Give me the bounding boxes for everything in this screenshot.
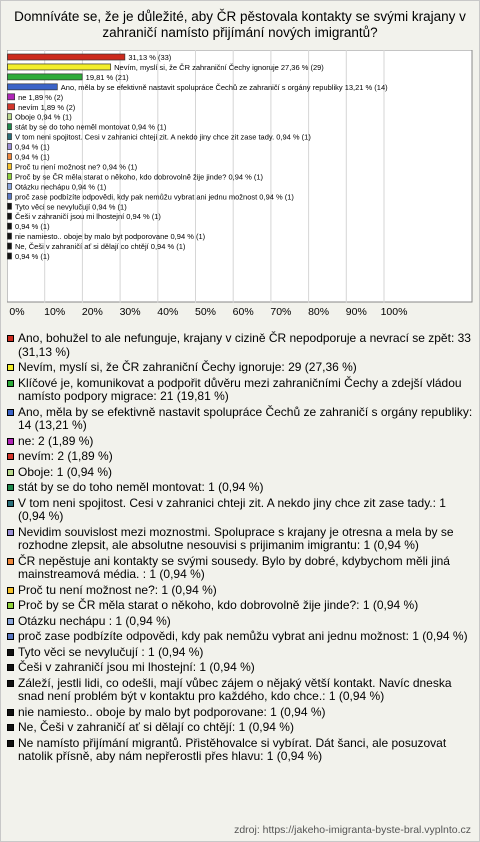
legend-swatch bbox=[7, 740, 14, 747]
bar-label-11: 0,94 % (1) bbox=[15, 152, 50, 162]
legend-text: Záleží, jestli lidi, co odešli, mají vůbec zájem o nějaký větší kontakt. Navíc dneska snad není problém být v kontaktu pro každého, kdo chce.: 1 (0,94 %) bbox=[18, 675, 452, 703]
legend-swatch bbox=[7, 364, 14, 371]
bar-label-7: Oboje 0,94 % (1) bbox=[15, 112, 72, 122]
legend-text: nie namiesto.. oboje by malo byt podporovane: 1 (0,94 %) bbox=[18, 704, 326, 719]
bar-8 bbox=[8, 124, 12, 130]
legend-swatch bbox=[7, 335, 14, 342]
x-tick-label: 100% bbox=[380, 306, 408, 318]
bar-18 bbox=[8, 223, 12, 229]
bar-label-16: Tyto věci se nevylučují 0,94 % (1) bbox=[15, 202, 127, 212]
x-tick-label: 20% bbox=[81, 306, 103, 318]
bar-5 bbox=[8, 94, 15, 100]
bar-3 bbox=[8, 74, 83, 80]
bar-17 bbox=[8, 213, 12, 219]
legend-item-14 bbox=[7, 615, 473, 629]
x-tick-label: 50% bbox=[194, 306, 217, 318]
legend bbox=[7, 332, 473, 766]
bar-11 bbox=[8, 154, 12, 160]
x-tick-label: 80% bbox=[308, 306, 330, 318]
bar-label-13: Proč by se ČR měla starat o někoho, kdo dobrovolně žije jinde? 0,94 % (1) bbox=[15, 172, 264, 182]
bar-12 bbox=[8, 163, 12, 169]
legend-text: V tom neni spojitost. Cesi v zahranici chteji zit. A nekdo jiny chce zit zase tady.: 1 (0,94 %) bbox=[18, 495, 446, 523]
legend-item-19 bbox=[7, 706, 473, 720]
legend-swatch bbox=[7, 453, 14, 460]
legend-swatch bbox=[7, 633, 14, 640]
bar-label-1: 31,13 % (33) bbox=[128, 53, 172, 62]
legend-text: nevím: 2 (1,89 %) bbox=[18, 449, 113, 463]
legend-text: Ne namísto přijímání migrantů. Přistěhovalce si vybírat. Dát šanci, ale posuzovat natolik přísně, aby nám nepřerostli přes hlavu: 1 (0,94 %) bbox=[18, 735, 447, 763]
x-tick-label: 70% bbox=[270, 306, 292, 318]
legend-swatch bbox=[7, 500, 14, 507]
legend-text: stát by se do toho neměl montovat: 1 (0,94 %) bbox=[18, 480, 264, 494]
legend-item-8 bbox=[7, 481, 473, 495]
legend-swatch bbox=[7, 602, 14, 609]
legend-item-16 bbox=[7, 646, 473, 660]
legend-swatch bbox=[7, 529, 14, 536]
legend-item-10 bbox=[7, 526, 473, 553]
bar-6 bbox=[8, 104, 15, 110]
x-tick-label: 60% bbox=[232, 306, 254, 318]
bar-label-15: proč zase podbízíte odpovědi, kdy pak nemůžu vybrat ani jednu možnost 0,94 % (1) bbox=[15, 192, 294, 202]
x-tick-label: 10% bbox=[44, 306, 66, 318]
bar-13 bbox=[8, 173, 12, 179]
bar-20 bbox=[8, 243, 12, 249]
bar-2 bbox=[8, 64, 111, 70]
legend-swatch bbox=[7, 664, 14, 671]
legend-item-18 bbox=[7, 677, 473, 704]
bar-label-2: Nevím, myslí si, že ČR zahraniční Čechy ignoruje 27,36 % (29) bbox=[114, 62, 324, 72]
legend-item-7 bbox=[7, 466, 473, 480]
legend-swatch bbox=[7, 380, 14, 387]
x-axis bbox=[1, 306, 480, 322]
legend-swatch bbox=[7, 618, 14, 625]
legend-text: Ne, Češi v zahraničí ať si dělají co chtějí: 1 (0,94 %) bbox=[18, 720, 294, 734]
x-tick-label: 90% bbox=[345, 306, 367, 318]
legend-text: Otázku nechápu : 1 (0,94 %) bbox=[18, 613, 171, 628]
source-note: zdroj: https://jakeho-imigranta-byste-bral.vyplnto.cz bbox=[234, 824, 471, 836]
legend-text: Nevím, myslí si, že ČR zahraniční Čechy ignoruje: 29 (27,36 %) bbox=[18, 360, 357, 374]
bar-label-8: stát by se do toho neměl montovat 0,94 % (1) bbox=[15, 122, 167, 132]
bar-label-3: 19,81 % (21) bbox=[85, 72, 129, 82]
legend-text: Ano, bohužel to ale nefunguje, krajany v cizině ČR nepodporuje a nevrací se zpět: 33 (31,13 %) bbox=[18, 331, 471, 359]
legend-text: ČR nepěstuje ani kontakty se svými sousedy. Bylo by dobré, kdybychom měli jiná mainstreamová média. : 1 (0,94 %) bbox=[18, 553, 450, 581]
legend-item-11 bbox=[7, 555, 473, 582]
legend-swatch bbox=[7, 680, 14, 687]
bar-label-9: V tom neni spojitost. Cesi v zahranici chteji zit. A nekdo jiny chce zit zase tady. 0,94 % (1) bbox=[15, 132, 311, 142]
bar-7 bbox=[8, 114, 12, 120]
legend-item-3 bbox=[7, 377, 473, 404]
bar-15 bbox=[8, 193, 12, 199]
legend-swatch bbox=[7, 709, 14, 716]
legend-text: Klíčové je, komunikovat a podpořit důvěru mezi zahraničními Čechy a zdejší vládou namísto podpory migrace: 21 (19,81 %) bbox=[18, 375, 462, 403]
legend-item-17 bbox=[7, 661, 473, 675]
bar-4 bbox=[8, 84, 58, 90]
legend-item-2 bbox=[7, 361, 473, 375]
legend-swatch bbox=[7, 558, 14, 565]
bar-label-12: Proč tu není možnost ne? 0,94 % (1) bbox=[15, 162, 138, 172]
bar-19 bbox=[8, 233, 12, 239]
legend-item-4 bbox=[7, 406, 473, 433]
legend-text: Češi v zahraničí jsou mi lhostejní: 1 (0,94 %) bbox=[18, 660, 255, 674]
bar-label-17: Češi v zahraničí jsou mi lhostejní 0,94 % (1) bbox=[15, 212, 161, 222]
bar-label-4: Ano, měla by se efektivně nastavit spolupráce Čechů ze zahraničí s orgány republiky 13,21 % (14) bbox=[60, 82, 388, 92]
legend-item-15 bbox=[7, 630, 473, 644]
legend-text: proč zase podbízíte odpovědi, kdy pak nemůžu vybrat ani jednu možnost: 1 (0,94 %) bbox=[18, 629, 468, 643]
bar-14 bbox=[8, 183, 12, 189]
legend-text: Tyto věci se nevylučují : 1 (0,94 %) bbox=[18, 644, 204, 659]
legend-text: Ano, měla by se efektivně nastavit spolupráce Čechů ze zahraničí s orgány republiky: 14 (13,21 %) bbox=[18, 404, 473, 432]
legend-item-13 bbox=[7, 599, 473, 613]
bar-21 bbox=[8, 253, 12, 259]
bar-10 bbox=[8, 144, 12, 150]
bar-label-6: nevím 1,89 % (2) bbox=[18, 102, 76, 112]
legend-item-1 bbox=[7, 332, 473, 359]
plot-svg bbox=[7, 50, 473, 303]
x-tick-label: 30% bbox=[119, 306, 141, 318]
legend-text: Proč tu není možnost ne?: 1 (0,94 %) bbox=[18, 582, 217, 597]
legend-item-6 bbox=[7, 450, 473, 464]
legend-swatch bbox=[7, 469, 14, 476]
legend-swatch bbox=[7, 649, 14, 656]
bar-label-14: Otázku nechápu 0,94 % (1) bbox=[15, 182, 107, 192]
legend-item-9 bbox=[7, 497, 473, 524]
legend-swatch bbox=[7, 587, 14, 594]
chart-title: Domníváte se, že je důležité, aby ČR pěstovala kontakty se svými krajany v zahraničí namísto přijímání nových imigrantů? bbox=[14, 9, 466, 40]
legend-swatch bbox=[7, 484, 14, 491]
legend-text: ne: 2 (1,89 %) bbox=[18, 433, 94, 448]
bar-1 bbox=[8, 54, 125, 60]
bar-label-18: 0,94 % (1) bbox=[15, 222, 50, 232]
legend-item-20 bbox=[7, 721, 473, 735]
legend-text: Proč by se ČR měla starat o někoho, kdo dobrovolně žije jinde?: 1 (0,94 %) bbox=[18, 598, 419, 612]
x-tick-label: 0% bbox=[9, 306, 25, 318]
plot-area bbox=[7, 50, 473, 303]
legend-item-21 bbox=[7, 737, 473, 764]
bar-label-5: ne 1,89 % (2) bbox=[18, 92, 64, 102]
legend-swatch bbox=[7, 409, 14, 416]
legend-text: Nevidim souvislost mezi moznostmi. Spoluprace s krajany je otresna a mela by se rozhodne zlepsit, ale absolutne nesouvisi s prijimanim imigrantu: 1 (0,94 %) bbox=[18, 524, 454, 552]
bar-label-20: Ne, Češi v zahraničí ať si dělají co chtějí 0,94 % (1) bbox=[15, 242, 186, 252]
bar-label-10: 0,94 % (1) bbox=[15, 142, 50, 152]
bar-label-21: 0,94 % (1) bbox=[15, 252, 50, 261]
bar-label-19: nie namiesto.. oboje by malo byt podporovane 0,94 % (1) bbox=[15, 232, 206, 242]
legend-text: Oboje: 1 (0,94 %) bbox=[18, 464, 113, 479]
legend-swatch bbox=[7, 438, 14, 445]
legend-item-5 bbox=[7, 435, 473, 449]
bar-16 bbox=[8, 203, 12, 209]
x-tick-label: 40% bbox=[157, 306, 179, 318]
legend-item-12 bbox=[7, 584, 473, 598]
bar-9 bbox=[8, 134, 12, 140]
legend-swatch bbox=[7, 724, 14, 731]
